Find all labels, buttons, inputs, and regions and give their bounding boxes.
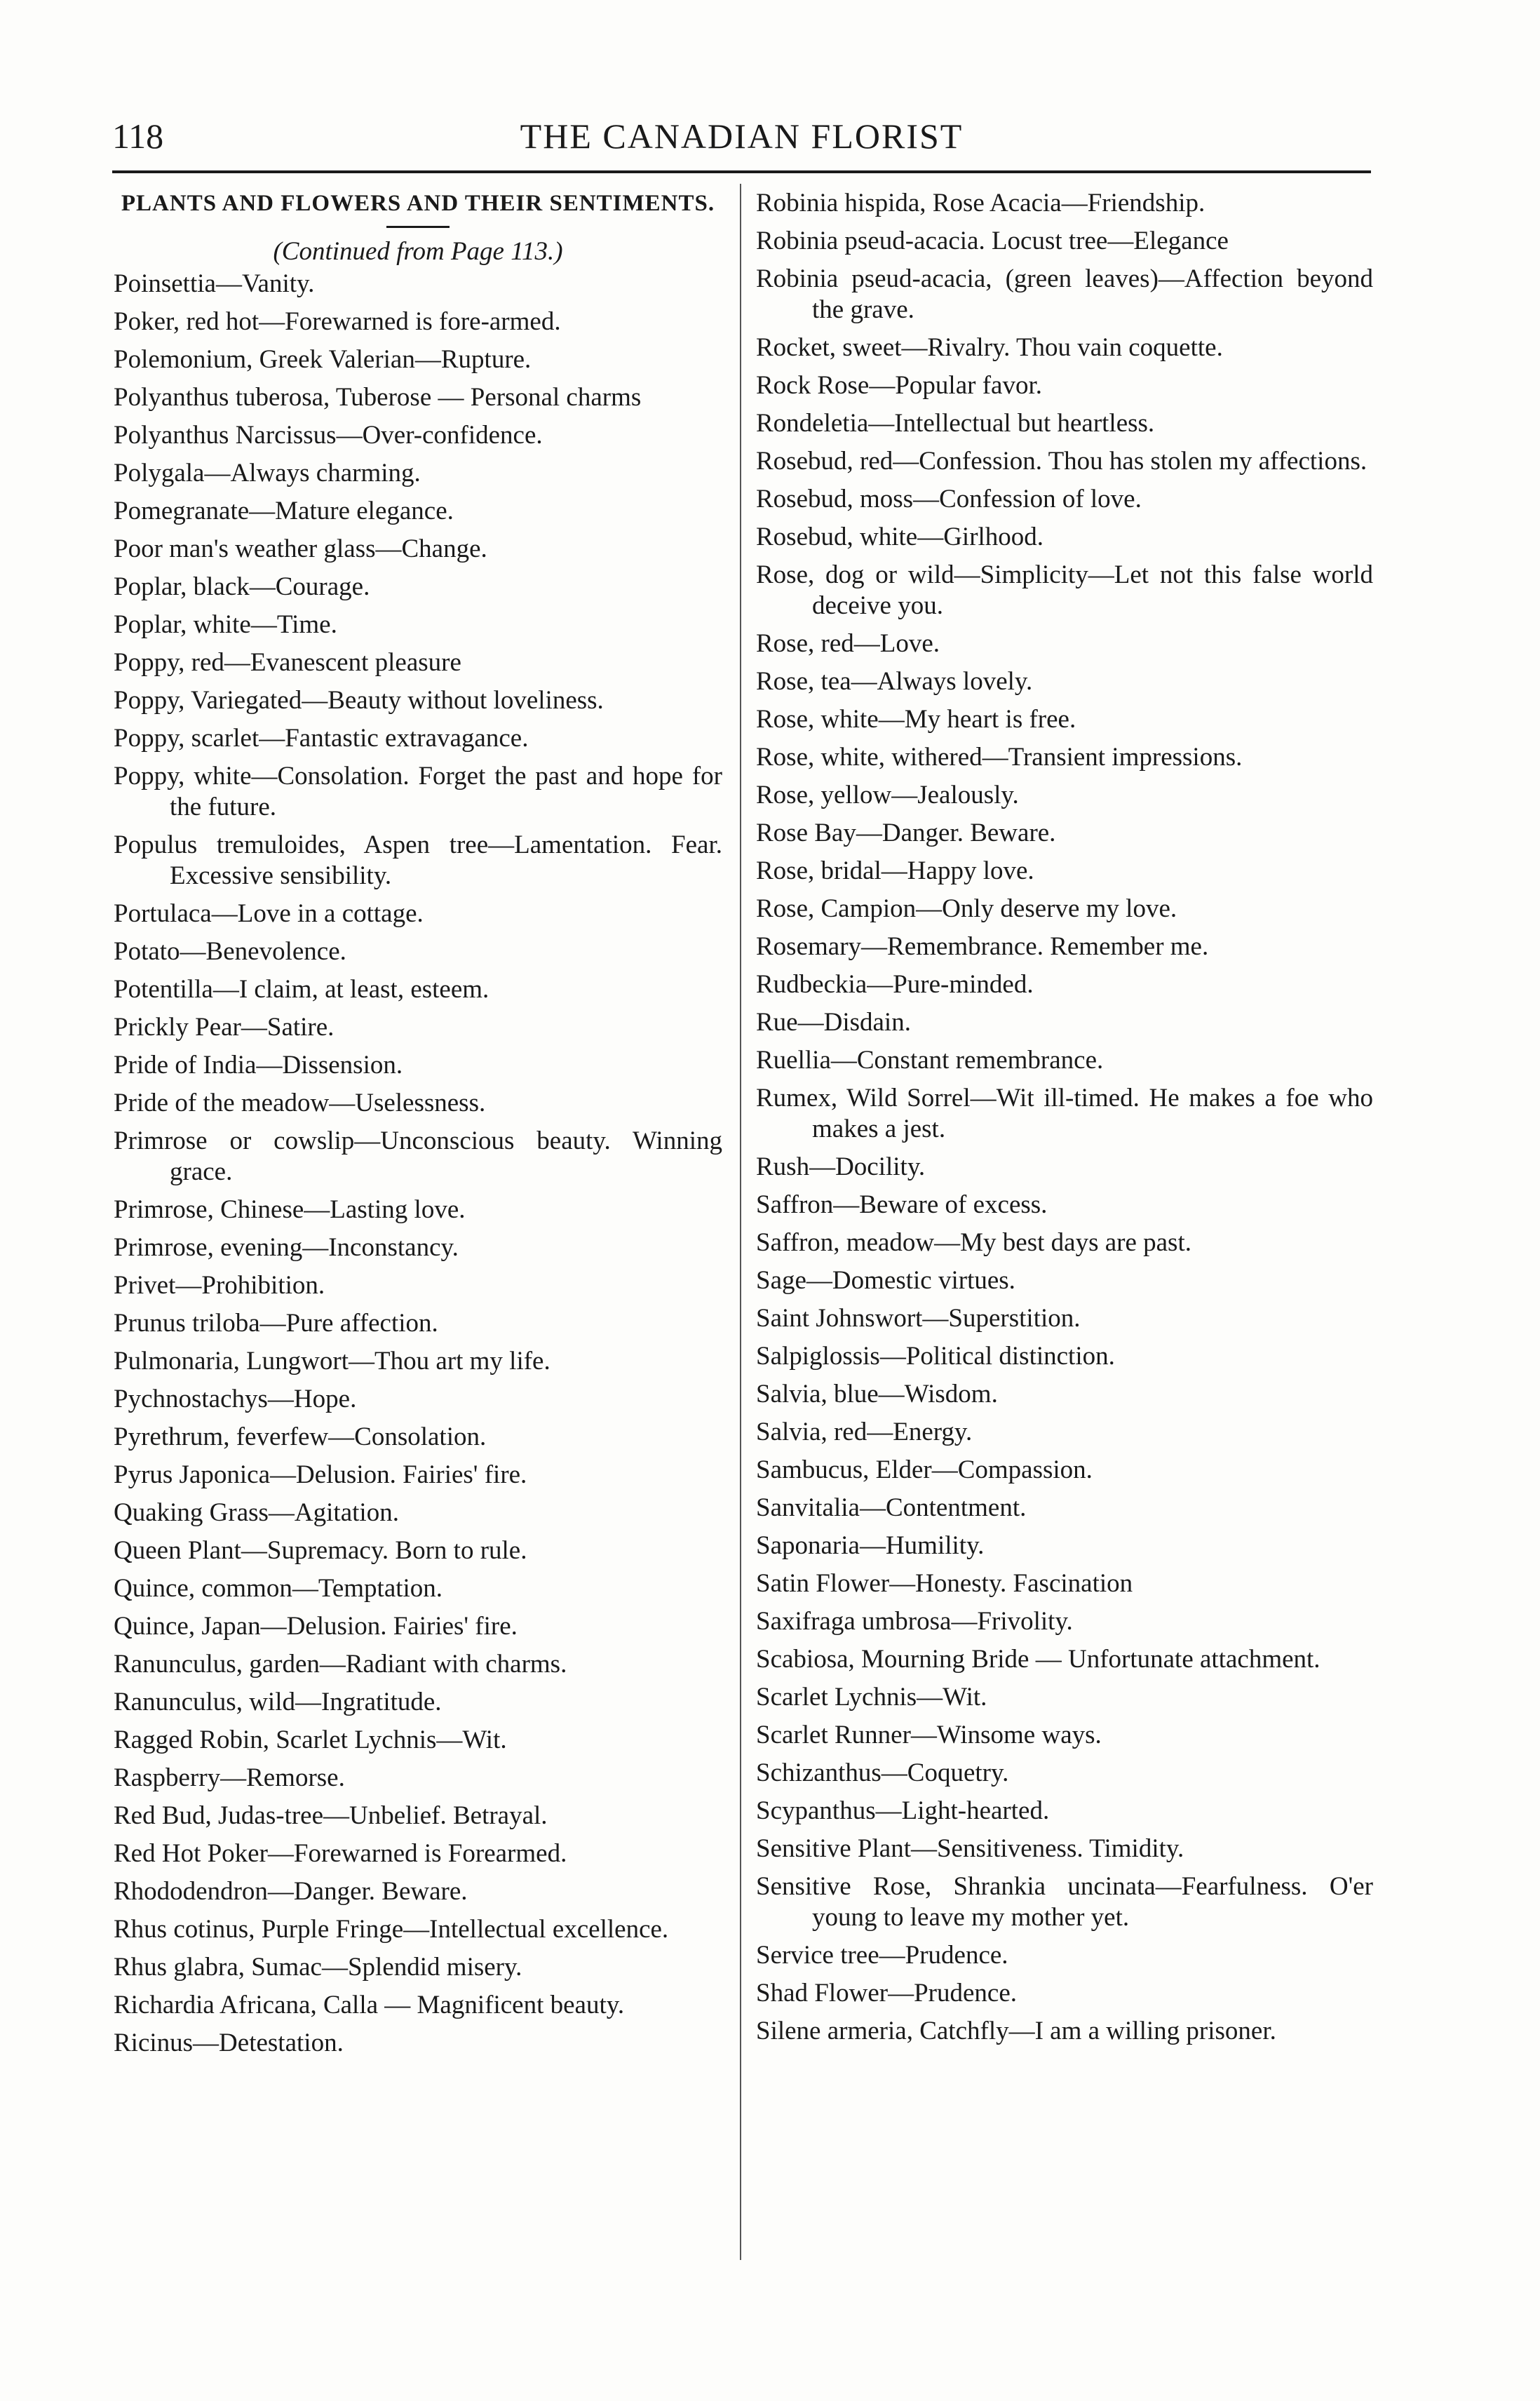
glossary-entry: Populus tremuloides, Aspen tree—Lamentation. Fear. Excessive sensibility. (114, 830, 722, 890)
glossary-entry: Rose, bridal—Happy love. (756, 856, 1034, 885)
glossary-entry: Sanvitalia—Contentment. (756, 1493, 1027, 1522)
header-rule (112, 170, 1371, 173)
page-number: 118 (112, 116, 164, 156)
glossary-entry: Rumex, Wild Sorrel—Wit ill-timed. He makes a foe who makes a jest. (756, 1084, 1373, 1143)
glossary-entry: Robinia hispida, Rose Acacia—Friendship. (756, 189, 1205, 217)
glossary-entry: Prunus triloba—Pure affection. (114, 1309, 438, 1338)
glossary-entry: Richardia Africana, Calla — Magnificent beauty. (114, 1991, 625, 2019)
glossary-entry: Salvia, blue—Wisdom. (756, 1380, 998, 1408)
glossary-entry: Rue—Disdain. (756, 1008, 911, 1037)
glossary-entry: Sensitive Plant—Sensitiveness. Timidity. (756, 1834, 1184, 1863)
glossary-entry: Polygala—Always charming. (114, 459, 421, 487)
glossary-entry: Rosebud, white—Girlhood. (756, 523, 1044, 551)
glossary-entry: Ragged Robin, Scarlet Lychnis—Wit. (114, 1726, 507, 1754)
glossary-entry: Scarlet Lychnis—Wit. (756, 1683, 987, 1711)
glossary-entry: Primrose or cowslip—Unconscious beauty. Winning grace. (114, 1126, 722, 1186)
glossary-entry: Sage—Domestic virtues. (756, 1266, 1015, 1295)
glossary-entry: Saffron, meadow—My best days are past. (756, 1228, 1191, 1257)
glossary-entry: Rosemary—Remembrance. Remember me. (756, 932, 1209, 961)
glossary-entry: Rush—Docility. (756, 1152, 926, 1181)
glossary-entry: Rose, dog or wild—Simplicity—Let not this false world deceive you. (756, 560, 1373, 620)
glossary-entry: Rose, Campion—Only deserve my love. (756, 894, 1177, 923)
glossary-entry: Polemonium, Greek Valerian—Rupture. (114, 345, 532, 374)
glossary-entry: Primrose, evening—Inconstancy. (114, 1233, 459, 1262)
glossary-entry: Quince, common—Temptation. (114, 1574, 443, 1603)
glossary-entry: Rose, red—Love. (756, 629, 940, 658)
glossary-entry: Satin Flower—Honesty. Fascination (756, 1569, 1133, 1598)
glossary-entry: Poplar, black—Courage. (114, 572, 370, 601)
section-title: PLANTS AND FLOWERS AND THEIR SENTIMENTS. (121, 191, 715, 216)
glossary-entry: Scypanthus—Light-hearted. (756, 1796, 1050, 1825)
glossary-entry: Poplar, white—Time. (114, 610, 337, 639)
glossary-entry: Rudbeckia—Pure-minded. (756, 970, 1034, 999)
glossary-entry: Ranunculus, wild—Ingratitude. (114, 1688, 442, 1716)
continued-note: (Continued from Page 113.) (273, 237, 563, 266)
glossary-entry: Pride of India—Dissension. (114, 1051, 403, 1080)
glossary-entry: Rosebud, moss—Confession of love. (756, 485, 1142, 513)
glossary-entry: Rock Rose—Popular favor. (756, 371, 1042, 400)
glossary-entry: Rhus cotinus, Purple Fringe—Intellectual excellence. (114, 1915, 669, 1944)
glossary-entry: Scabiosa, Mourning Bride — Unfortunate attachment. (756, 1645, 1321, 1674)
glossary-entry: Poinsettia—Vanity. (114, 269, 315, 298)
glossary-entry: Rose, white, withered—Transient impressions. (756, 743, 1243, 772)
glossary-entry: Sensitive Rose, Shrankia uncinata—Fearfulness. O'er young to leave my mother yet. (756, 1872, 1373, 1932)
glossary-entry: Rose, white—My heart is free. (756, 705, 1076, 734)
glossary-entry: Potato—Benevolence. (114, 937, 346, 966)
glossary-entry: Red Hot Poker—Forewarned is Forearmed. (114, 1839, 567, 1868)
glossary-entry: Pomegranate—Mature elegance. (114, 497, 454, 525)
glossary-entry: Poppy, scarlet—Fantastic extravagance. (114, 724, 529, 753)
column-divider (740, 184, 741, 2260)
glossary-entry: Polyanthus Narcissus—Over-confidence. (114, 421, 543, 450)
glossary-entry: Privet—Prohibition. (114, 1271, 325, 1300)
glossary-entry: Salvia, red—Energy. (756, 1418, 973, 1446)
glossary-entry: Raspberry—Remorse. (114, 1763, 345, 1792)
glossary-entry: Pychnostachys—Hope. (114, 1385, 357, 1413)
glossary-entry: Ranunculus, garden—Radiant with charms. (114, 1650, 567, 1679)
glossary-entry: Rose, yellow—Jealously. (756, 781, 1019, 809)
glossary-entry: Rondeletia—Intellectual but heartless. (756, 409, 1155, 438)
glossary-entry: Pyrus Japonica—Delusion. Fairies' fire. (114, 1460, 527, 1489)
glossary-entry: Quince, Japan—Delusion. Fairies' fire. (114, 1612, 518, 1641)
glossary-entry: Scarlet Runner—Winsome ways. (756, 1721, 1102, 1749)
glossary-entry: Pride of the meadow—Uselessness. (114, 1089, 486, 1117)
glossary-entry: Pyrethrum, feverfew—Consolation. (114, 1423, 487, 1451)
glossary-entry: Poppy, Variegated—Beauty without loveliness. (114, 686, 604, 715)
glossary-entry: Potentilla—I claim, at least, esteem. (114, 975, 489, 1004)
glossary-entry: Poppy, red—Evanescent pleasure (114, 648, 461, 677)
glossary-entry: Saponaria—Humility. (756, 1531, 985, 1560)
glossary-entry: Saxifraga umbrosa—Frivolity. (756, 1607, 1073, 1636)
right-column (756, 188, 1373, 2054)
glossary-entry: Robinia pseud-acacia. Locust tree—Elegance (756, 227, 1229, 255)
glossary-entry: Robinia pseud-acacia, (green leaves)—Affection beyond the grave. (756, 264, 1373, 324)
glossary-entry: Queen Plant—Supremacy. Born to rule. (114, 1536, 527, 1565)
glossary-entry: Rosebud, red—Confession. Thou has stolen my affections. (756, 447, 1367, 476)
glossary-entry: Poker, red hot—Forewarned is fore-armed. (114, 307, 561, 336)
glossary-entry: Polyanthus tuberosa, Tuberose — Personal charms (114, 383, 642, 412)
glossary-entry: Rose, tea—Always lovely. (756, 667, 1033, 696)
glossary-entry: Red Bud, Judas-tree—Unbelief. Betrayal. (114, 1801, 548, 1830)
running-title: THE CANADIAN FLORIST (520, 116, 964, 156)
glossary-entry: Quaking Grass—Agitation. (114, 1498, 399, 1527)
glossary-entry: Shad Flower—Prudence. (756, 1979, 1017, 2007)
glossary-entry: Rhododendron—Danger. Beware. (114, 1877, 468, 1906)
glossary-entry: Portulaca—Love in a cottage. (114, 899, 424, 928)
glossary-entry: Schizanthus—Coquetry. (756, 1758, 1009, 1787)
title-rule (386, 226, 450, 228)
glossary-entry: Poor man's weather glass—Change. (114, 534, 487, 563)
glossary-entry: Ricinus—Detestation. (114, 2029, 344, 2057)
glossary-entry: Pulmonaria, Lungwort—Thou art my life. (114, 1347, 551, 1376)
glossary-entry: Poppy, white—Consolation. Forget the past and hope for the future. (114, 762, 722, 821)
glossary-entry: Salpiglossis—Political distinction. (756, 1342, 1115, 1371)
glossary-entry: Rose Bay—Danger. Beware. (756, 819, 1056, 847)
glossary-entry: Sambucus, Elder—Compassion. (756, 1455, 1093, 1484)
glossary-entry: Silene armeria, Catchfly—I am a willing prisoner. (756, 2017, 1276, 2045)
glossary-entry: Saffron—Beware of excess. (756, 1190, 1048, 1219)
glossary-entry: Rocket, sweet—Rivalry. Thou vain coquette. (756, 333, 1223, 362)
page-header (112, 116, 1371, 172)
glossary-entry: Saint Johnswort—Superstition. (756, 1304, 1081, 1333)
glossary-entry: Prickly Pear—Satire. (114, 1013, 335, 1042)
glossary-entry: Service tree—Prudence. (756, 1941, 1008, 1970)
glossary-entry: Rhus glabra, Sumac—Splendid misery. (114, 1953, 522, 1982)
left-column (114, 188, 722, 2066)
glossary-entry: Ruellia—Constant remembrance. (756, 1046, 1104, 1075)
glossary-entry: Primrose, Chinese—Lasting love. (114, 1195, 466, 1224)
